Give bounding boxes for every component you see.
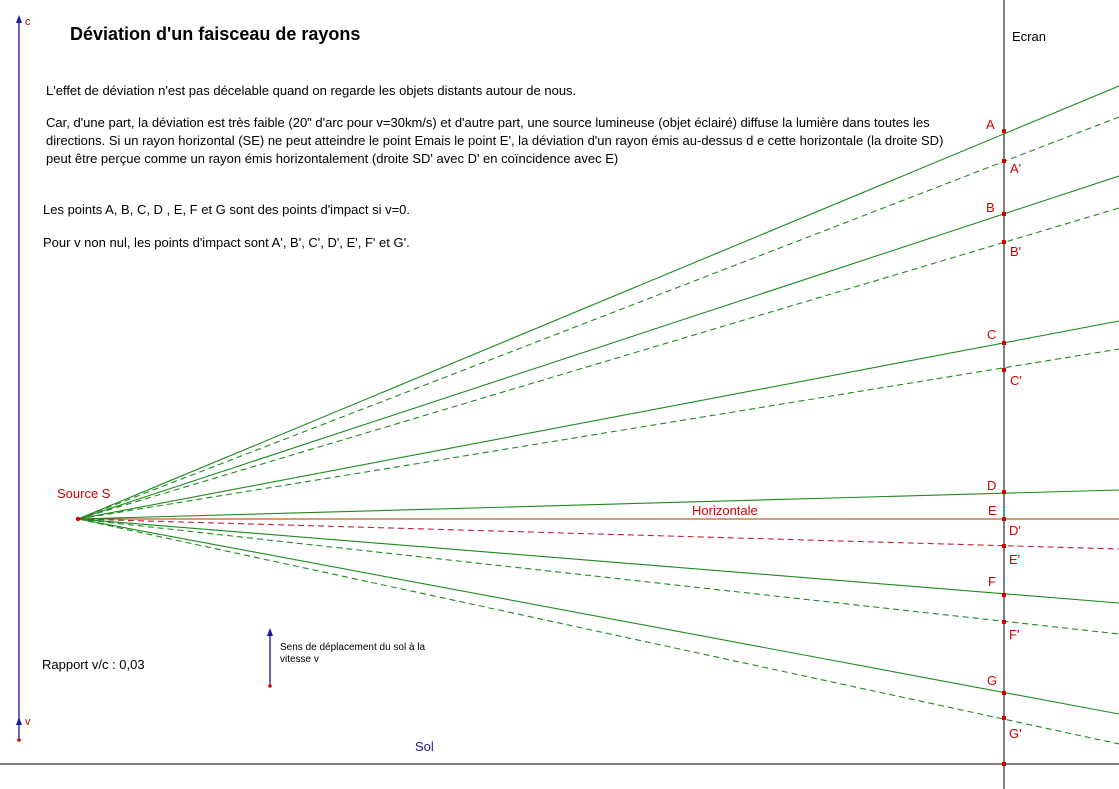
point-label-b-prime: B' bbox=[1010, 244, 1022, 259]
ray-d bbox=[78, 490, 1119, 519]
point-label-e-prime: E' bbox=[1009, 552, 1021, 567]
axis-c-label: c bbox=[25, 16, 31, 28]
ray-a-prime bbox=[78, 117, 1119, 519]
point-label-c-prime: C' bbox=[1010, 373, 1022, 388]
ray-f bbox=[78, 519, 1119, 603]
ground-label: Sol bbox=[415, 739, 434, 754]
motion-arrow-head-icon bbox=[267, 628, 273, 636]
point-label-d: D bbox=[987, 478, 997, 493]
source-point bbox=[76, 517, 80, 521]
ray-c-prime bbox=[78, 349, 1119, 519]
source-label: Source S bbox=[57, 486, 111, 501]
horizontal-label: Horizontale bbox=[692, 503, 758, 518]
ray-c bbox=[78, 321, 1119, 519]
axis-base-point bbox=[17, 738, 21, 742]
deviated-points-note: Pour v non nul, les points d'impact sont A', B', C', D', E', F' et G'. bbox=[43, 235, 410, 250]
motion-note: Sens de déplacement du sol à la vitesse v bbox=[280, 642, 426, 665]
point-label-a: A bbox=[986, 117, 995, 132]
point-label-f-prime: F' bbox=[1009, 627, 1020, 642]
axis-v-label: v bbox=[25, 716, 31, 728]
point-label-c: C bbox=[987, 327, 997, 342]
explanation-paragraph: Car, d'une part, la déviation est très faible (20" d'arc pour v=30km/s) et d'autre part, une source lumineuse (objet éclairé) diffuse la lumière dans toutes les directions. Si un rayon horizontal (SE) ne peut atteindre le point Emais le point E', la déviation d'un rayon émis au-dessus d e cette horizontale (la droite SD) peut être perçue comme un rayon émis horizontalement (droite SD' avec D' en coïncidence avec E) bbox=[46, 115, 944, 166]
ray-b-prime bbox=[78, 208, 1119, 519]
point-label-e: E bbox=[988, 503, 997, 518]
motion-arrow-base bbox=[268, 684, 272, 688]
screen-label: Ecran bbox=[1012, 29, 1046, 44]
page-title: Déviation d'un faisceau de rayons bbox=[70, 24, 361, 44]
axis-arrow-c-icon bbox=[16, 15, 22, 23]
ray-e-prime bbox=[78, 519, 1119, 549]
point-label-b: B bbox=[986, 200, 995, 215]
ray-g-prime bbox=[78, 519, 1119, 744]
point-label-a-prime: A' bbox=[1010, 161, 1022, 176]
impact-points-note: Les points A, B, C, D , E, F et G sont des points d'impact si v=0. bbox=[43, 202, 411, 217]
axis-arrow-v-icon bbox=[16, 717, 22, 725]
intro-paragraph: L'effet de déviation n'est pas décelable quand on regarde les objets distants autour de nous. bbox=[46, 83, 577, 98]
point-label-d-prime: D' bbox=[1009, 523, 1021, 538]
point-label-g-prime: G' bbox=[1009, 726, 1022, 741]
ratio-label: Rapport v/c : 0,03 bbox=[42, 657, 145, 672]
ray-b bbox=[78, 176, 1119, 519]
point-label-f: F bbox=[988, 574, 996, 589]
point-label-g: G bbox=[987, 673, 998, 688]
